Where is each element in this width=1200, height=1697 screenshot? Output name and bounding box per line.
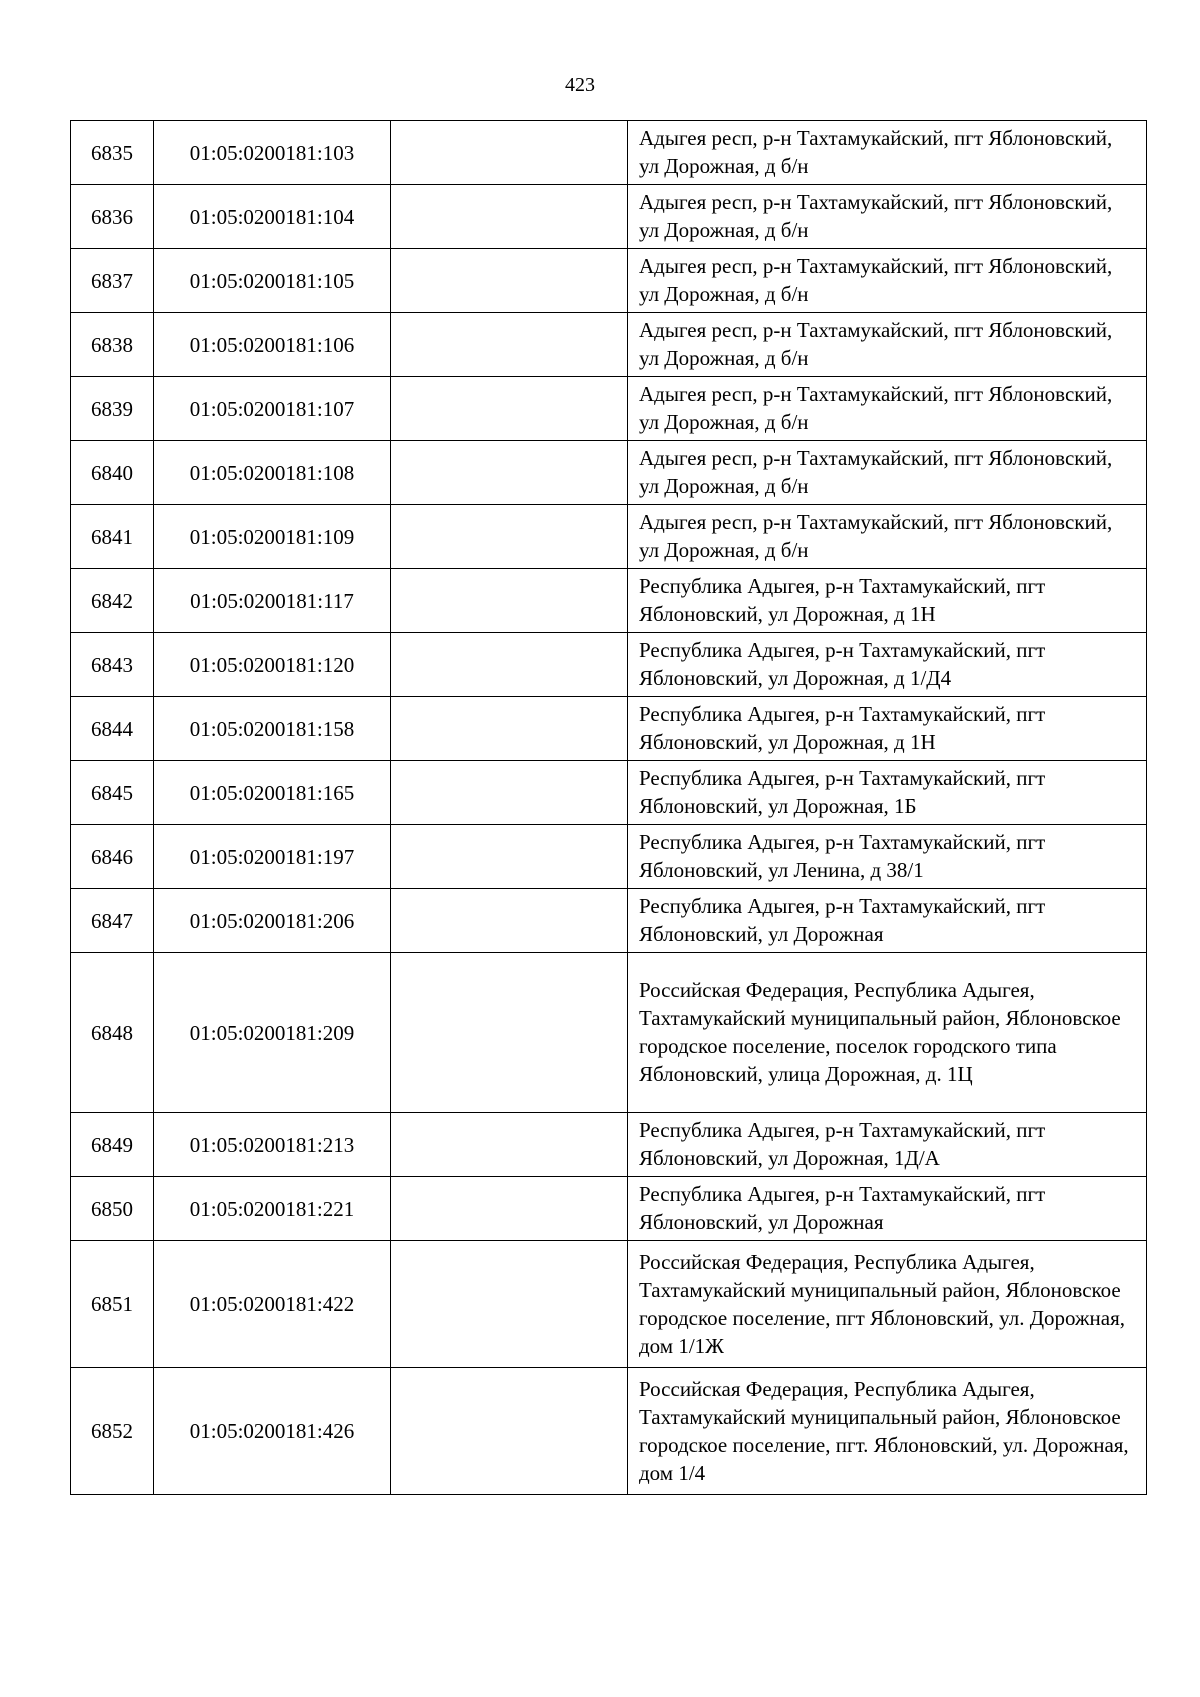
table-row xyxy=(71,249,1147,313)
table-row xyxy=(71,121,1147,185)
empty-cell xyxy=(391,697,628,761)
address-cell: Адыгея респ, р-н Тахтамукайский, пгт Яблоновский, ул Дорожная, д б/н xyxy=(628,249,1147,313)
table-row xyxy=(71,1241,1147,1368)
cadastral-number-cell: 01:05:0200181:158 xyxy=(154,697,391,761)
table-row xyxy=(71,569,1147,633)
table-row xyxy=(71,825,1147,889)
row-number-cell: 6842 xyxy=(71,569,154,633)
registry-table-body xyxy=(71,121,1147,1495)
address-cell: Адыгея респ, р-н Тахтамукайский, пгт Яблоновский, ул Дорожная, д б/н xyxy=(628,441,1147,505)
row-number-cell: 6839 xyxy=(71,377,154,441)
cadastral-number-cell: 01:05:0200181:213 xyxy=(154,1113,391,1177)
address-cell: Республика Адыгея, р-н Тахтамукайский, пгт Яблоновский, ул Дорожная, 1Д/А xyxy=(628,1113,1147,1177)
table-row xyxy=(71,1177,1147,1241)
address-cell: Республика Адыгея, р-н Тахтамукайский, пгт Яблоновский, ул Дорожная, д 1Н xyxy=(628,697,1147,761)
row-number-cell: 6851 xyxy=(71,1241,154,1368)
row-number-cell: 6835 xyxy=(71,121,154,185)
cadastral-number-cell: 01:05:0200181:104 xyxy=(154,185,391,249)
row-number-cell: 6849 xyxy=(71,1113,154,1177)
address-cell: Республика Адыгея, р-н Тахтамукайский, пгт Яблоновский, ул Дорожная xyxy=(628,889,1147,953)
address-cell: Российская Федерация, Республика Адыгея, Тахтамукайский муниципальный район, Яблоновское городское поселение, пгт. Яблоновский, ул. Дорожная, дом 1/4 xyxy=(628,1368,1147,1495)
table-row xyxy=(71,697,1147,761)
cadastral-number-cell: 01:05:0200181:422 xyxy=(154,1241,391,1368)
cadastral-number-cell: 01:05:0200181:109 xyxy=(154,505,391,569)
table-row xyxy=(71,889,1147,953)
table-row xyxy=(71,1368,1147,1495)
cadastral-number-cell: 01:05:0200181:105 xyxy=(154,249,391,313)
cadastral-number-cell: 01:05:0200181:206 xyxy=(154,889,391,953)
cadastral-number-cell: 01:05:0200181:221 xyxy=(154,1177,391,1241)
row-number-cell: 6838 xyxy=(71,313,154,377)
row-number-cell: 6847 xyxy=(71,889,154,953)
table-row xyxy=(71,441,1147,505)
empty-cell xyxy=(391,633,628,697)
cadastral-number-cell: 01:05:0200181:103 xyxy=(154,121,391,185)
page-number: 423 xyxy=(565,74,595,96)
row-number-cell: 6845 xyxy=(71,761,154,825)
table-row xyxy=(71,953,1147,1113)
table-row xyxy=(71,1113,1147,1177)
empty-cell xyxy=(391,1113,628,1177)
address-cell: Российская Федерация, Республика Адыгея, Тахтамукайский муниципальный район, Яблоновское городское поселение, поселок городского типа Яблоновский, улица Дорожная, д. 1Ц xyxy=(628,953,1147,1113)
row-number-cell: 6846 xyxy=(71,825,154,889)
cadastral-number-cell: 01:05:0200181:117 xyxy=(154,569,391,633)
cadastral-number-cell: 01:05:0200181:197 xyxy=(154,825,391,889)
empty-cell xyxy=(391,377,628,441)
address-cell: Республика Адыгея, р-н Тахтамукайский, пгт Яблоновский, ул Дорожная, д 1Н xyxy=(628,569,1147,633)
address-cell: Адыгея респ, р-н Тахтамукайский, пгт Яблоновский, ул Дорожная, д б/н xyxy=(628,313,1147,377)
empty-cell xyxy=(391,441,628,505)
table-row xyxy=(71,313,1147,377)
empty-cell xyxy=(391,825,628,889)
row-number-cell: 6848 xyxy=(71,953,154,1113)
table-row xyxy=(71,377,1147,441)
cadastral-number-cell: 01:05:0200181:106 xyxy=(154,313,391,377)
empty-cell xyxy=(391,505,628,569)
empty-cell xyxy=(391,889,628,953)
empty-cell xyxy=(391,185,628,249)
table-row xyxy=(71,505,1147,569)
cadastral-number-cell: 01:05:0200181:209 xyxy=(154,953,391,1113)
row-number-cell: 6843 xyxy=(71,633,154,697)
row-number-cell: 6844 xyxy=(71,697,154,761)
row-number-cell: 6836 xyxy=(71,185,154,249)
empty-cell xyxy=(391,249,628,313)
empty-cell xyxy=(391,1368,628,1495)
table-row xyxy=(71,633,1147,697)
row-number-cell: 6837 xyxy=(71,249,154,313)
address-cell: Адыгея респ, р-н Тахтамукайский, пгт Яблоновский, ул Дорожная, д б/н xyxy=(628,377,1147,441)
empty-cell xyxy=(391,1241,628,1368)
address-cell: Республика Адыгея, р-н Тахтамукайский, пгт Яблоновский, ул Дорожная xyxy=(628,1177,1147,1241)
empty-cell xyxy=(391,569,628,633)
address-cell: Республика Адыгея, р-н Тахтамукайский, пгт Яблоновский, ул Дорожная, 1Б xyxy=(628,761,1147,825)
empty-cell xyxy=(391,1177,628,1241)
address-cell: Адыгея респ, р-н Тахтамукайский, пгт Яблоновский, ул Дорожная, д б/н xyxy=(628,121,1147,185)
registry-table xyxy=(70,120,1147,1495)
empty-cell xyxy=(391,761,628,825)
row-number-cell: 6840 xyxy=(71,441,154,505)
empty-cell xyxy=(391,313,628,377)
cadastral-number-cell: 01:05:0200181:426 xyxy=(154,1368,391,1495)
address-cell: Республика Адыгея, р-н Тахтамукайский, пгт Яблоновский, ул Ленина, д 38/1 xyxy=(628,825,1147,889)
address-cell: Российская Федерация, Республика Адыгея, Тахтамукайский муниципальный район, Яблоновское городское поселение, пгт Яблоновский, ул. Дорожная, дом 1/1Ж xyxy=(628,1241,1147,1368)
row-number-cell: 6841 xyxy=(71,505,154,569)
row-number-cell: 6850 xyxy=(71,1177,154,1241)
table-row xyxy=(71,761,1147,825)
cadastral-number-cell: 01:05:0200181:165 xyxy=(154,761,391,825)
address-cell: Республика Адыгея, р-н Тахтамукайский, пгт Яблоновский, ул Дорожная, д 1/Д4 xyxy=(628,633,1147,697)
address-cell: Адыгея респ, р-н Тахтамукайский, пгт Яблоновский, ул Дорожная, д б/н xyxy=(628,185,1147,249)
table-row xyxy=(71,185,1147,249)
empty-cell xyxy=(391,121,628,185)
cadastral-number-cell: 01:05:0200181:120 xyxy=(154,633,391,697)
empty-cell xyxy=(391,953,628,1113)
address-cell: Адыгея респ, р-н Тахтамукайский, пгт Яблоновский, ул Дорожная, д б/н xyxy=(628,505,1147,569)
row-number-cell: 6852 xyxy=(71,1368,154,1495)
cadastral-number-cell: 01:05:0200181:107 xyxy=(154,377,391,441)
cadastral-number-cell: 01:05:0200181:108 xyxy=(154,441,391,505)
